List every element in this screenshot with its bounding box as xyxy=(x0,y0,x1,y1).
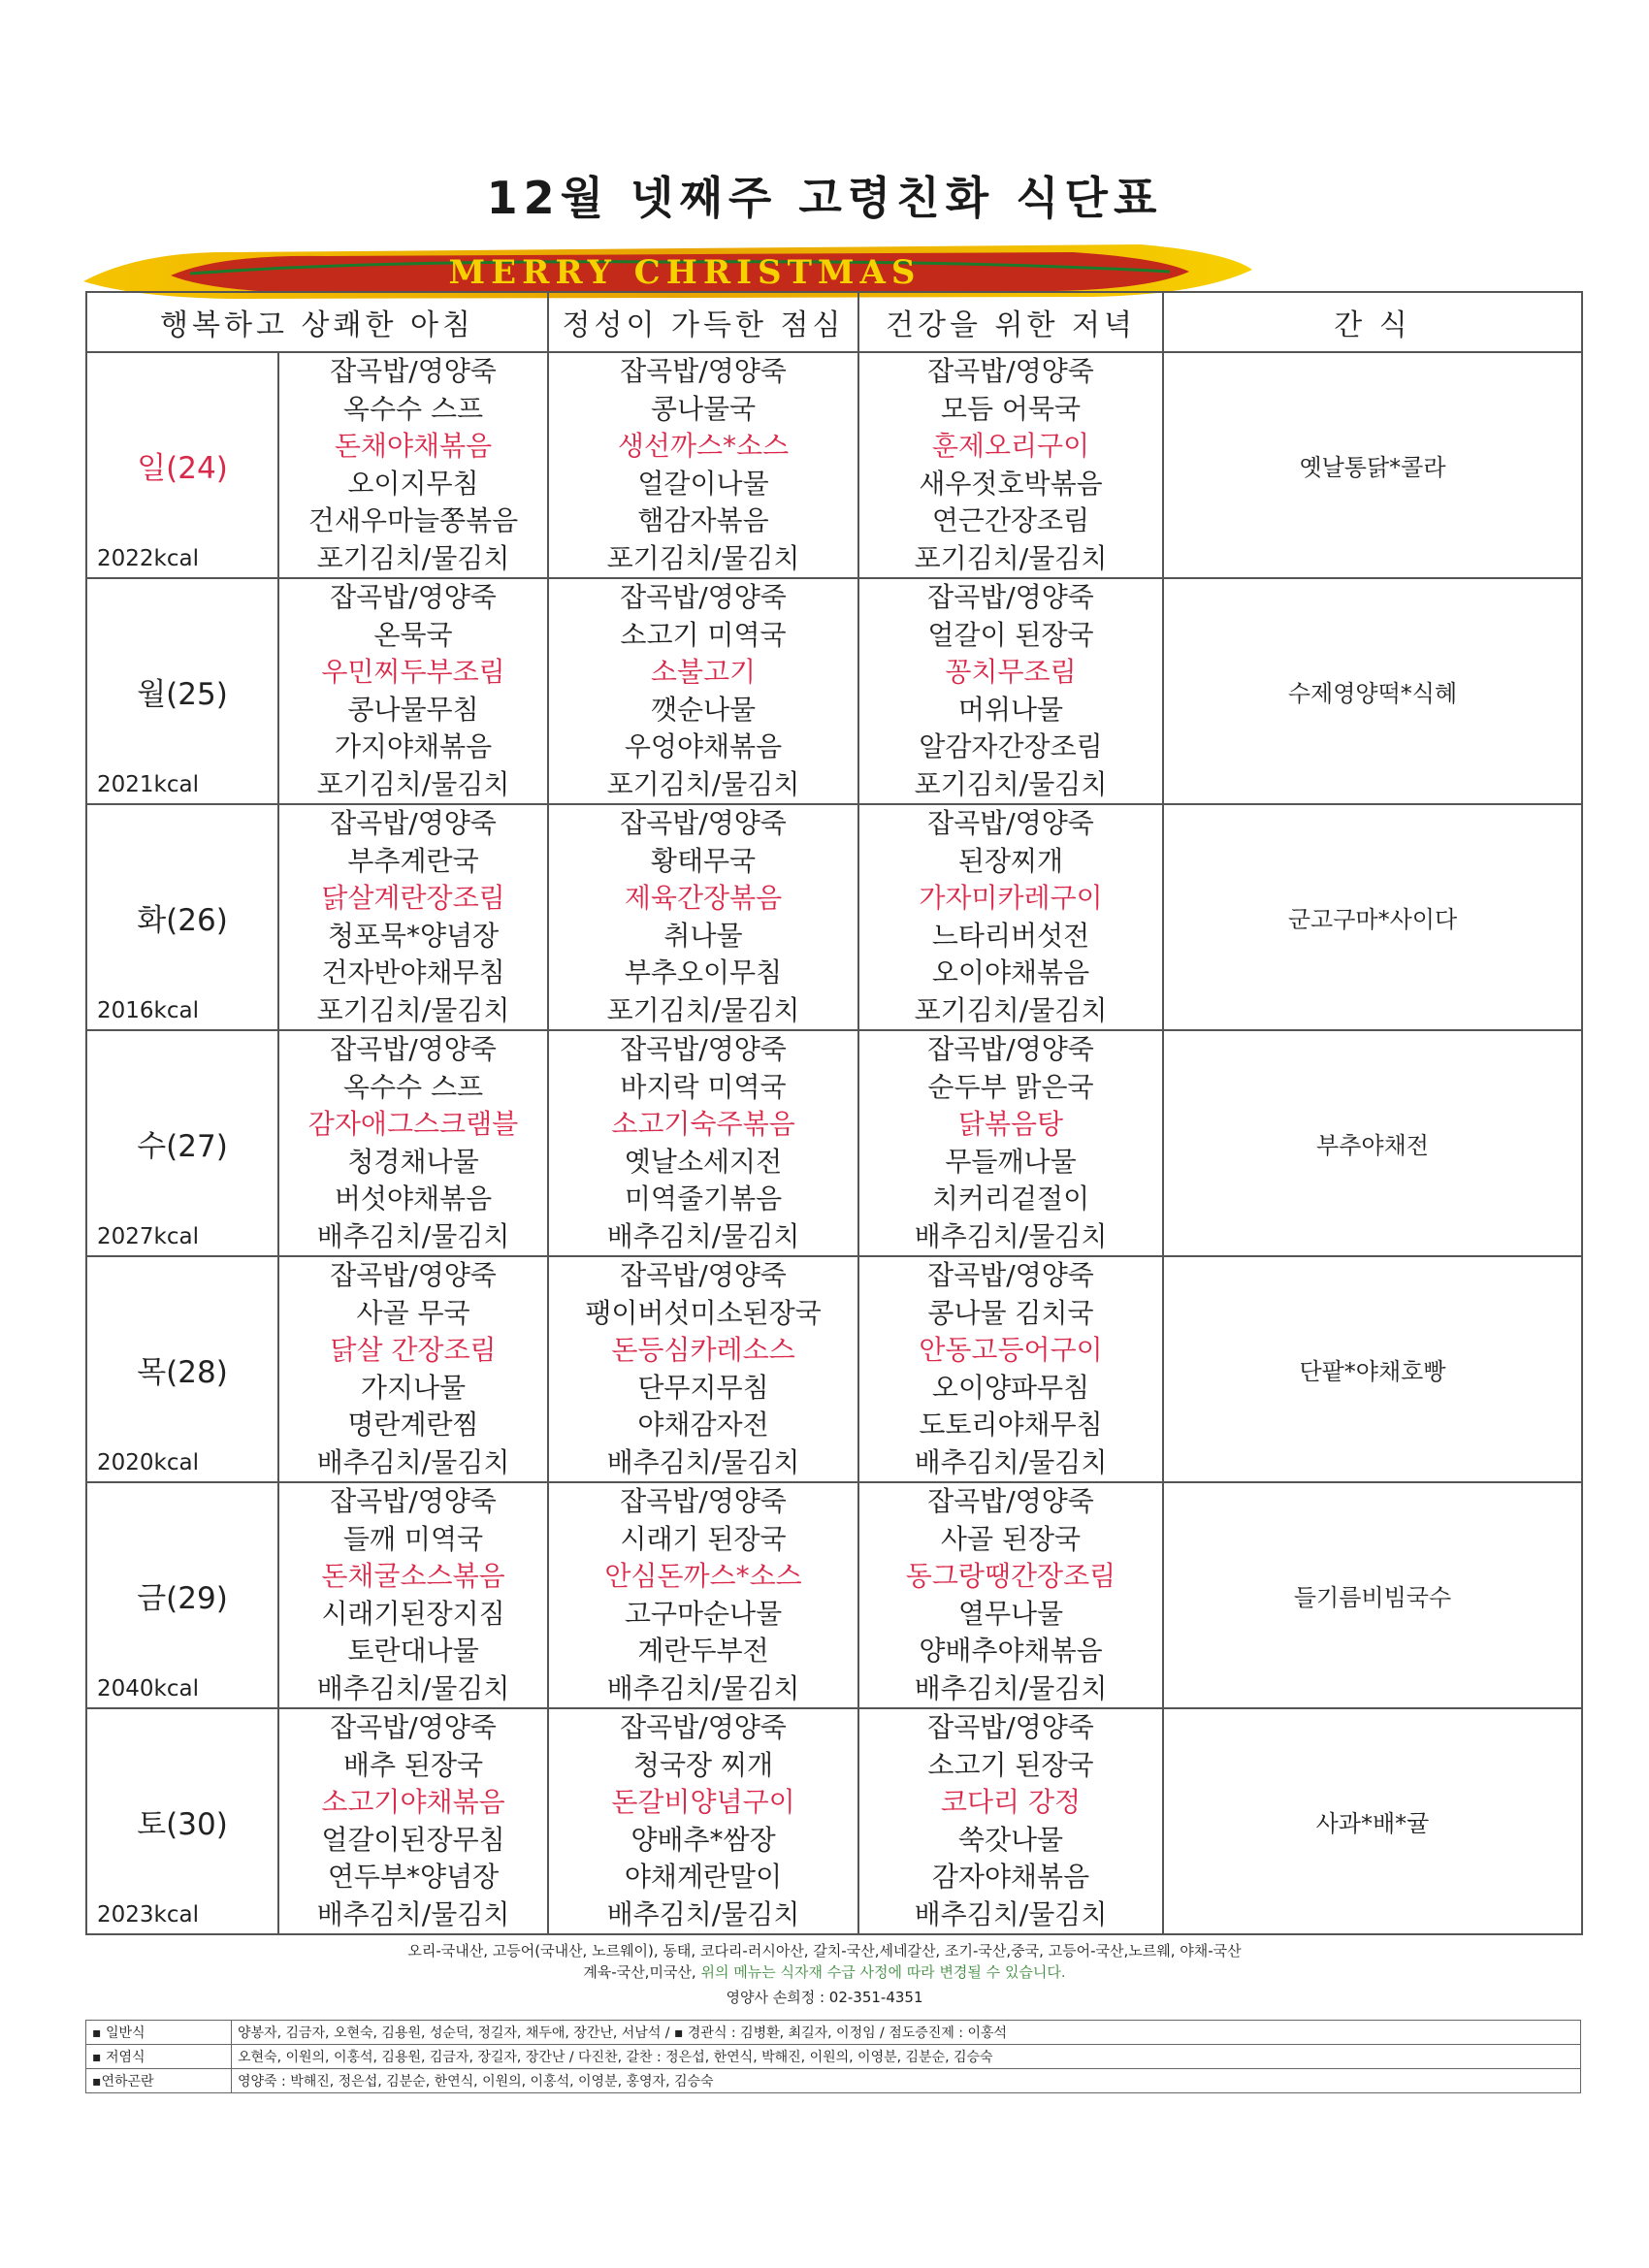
dinner-item: 닭볶음탕 xyxy=(957,1108,1064,1140)
dinner-cell xyxy=(858,1030,1163,1256)
dinner-item: 알감자간장조림 xyxy=(919,730,1103,762)
breakfast-item: 얼갈이된장무침 xyxy=(321,1823,505,1856)
dinner-item: 훈제오리구이 xyxy=(931,430,1090,462)
lunch-item: 황태무국 xyxy=(650,844,757,877)
dinner-cell xyxy=(858,804,1163,1030)
dinner-item: 잡곡밥/영양죽 xyxy=(927,1259,1094,1291)
dinner-item: 콩나물 김치국 xyxy=(927,1296,1094,1329)
breakfast-item: 잡곡밥/영양죽 xyxy=(330,1485,497,1517)
breakfast-item: 시래기된장지짐 xyxy=(321,1597,505,1630)
breakfast-item: 잡곡밥/영양죽 xyxy=(330,1711,497,1743)
lunch-item: 잡곡밥/영양죽 xyxy=(620,581,787,613)
breakfast-item: 오이지무침 xyxy=(347,467,479,500)
breakfast-item: 잡곡밥/영양죽 xyxy=(330,807,497,839)
lunch-item: 청국장 찌개 xyxy=(632,1748,774,1781)
lunch-item: 옛날소세지전 xyxy=(624,1145,783,1178)
lunch-cell xyxy=(548,1256,858,1482)
dinner-item: 잡곡밥/영양죽 xyxy=(927,1485,1094,1517)
breakfast-cell xyxy=(278,1256,548,1482)
lunch-item: 돈갈비양념구이 xyxy=(611,1786,795,1818)
breakfast-item: 사골 무국 xyxy=(356,1296,470,1329)
dinner-item: 얼갈이 된장국 xyxy=(927,618,1094,651)
day-row xyxy=(86,1708,1582,1934)
snack-cell: 옛날통닭*콜라 xyxy=(1163,352,1582,578)
header-dinner: 건강을 위한 저녁 xyxy=(858,292,1163,352)
dinner-cell xyxy=(858,1482,1163,1708)
header-lunch: 정성이 가득한 점심 xyxy=(548,292,858,352)
dinner-item: 잡곡밥/영양죽 xyxy=(927,1033,1094,1065)
breakfast-item: 돈채굴소스볶음 xyxy=(321,1560,505,1592)
page-title: 12월 넷째주 고령친화 식단표 xyxy=(486,172,1163,224)
dinner-item: 된장찌개 xyxy=(957,844,1064,877)
kcal-label: 2022kcal xyxy=(97,546,199,571)
dinner-item: 잡곡밥/영양죽 xyxy=(927,1711,1094,1743)
dinner-item: 오이야채볶음 xyxy=(931,956,1090,988)
lunch-item: 소고기 미역국 xyxy=(620,618,787,651)
day-cell xyxy=(86,804,278,1030)
origin-line-2 xyxy=(0,1961,1649,1982)
dinner-item: 연근간장조림 xyxy=(931,504,1090,536)
snack-cell: 수제영양떡*식혜 xyxy=(1163,578,1582,804)
lunch-cell xyxy=(548,352,858,578)
header-breakfast: 행복하고 상쾌한 아침 xyxy=(86,292,548,352)
snack-cell: 사과*배*귤 xyxy=(1163,1708,1582,1934)
snack-cell: 단팥*야채호빵 xyxy=(1163,1256,1582,1482)
dinner-item: 도토리야채무침 xyxy=(919,1409,1103,1441)
lunch-item: 단무지무침 xyxy=(637,1371,769,1404)
breakfast-item: 건자반야채무침 xyxy=(321,956,505,988)
day-label: 금(29) xyxy=(137,1581,228,1616)
header-snack: 간 식 xyxy=(1163,292,1582,352)
dinner-cell xyxy=(858,578,1163,804)
day-label: 일(24) xyxy=(137,451,228,486)
day-cell xyxy=(86,352,278,578)
lunch-cell xyxy=(548,1708,858,1934)
dinner-item: 동그랑땡간장조림 xyxy=(905,1560,1116,1592)
dinner-item: 치커리겉절이 xyxy=(931,1183,1090,1215)
lunch-item: 포기김치/물김치 xyxy=(606,541,800,574)
dinner-item: 가자미카레구이 xyxy=(919,882,1103,914)
origin-line-2-prefix: 계육-국산,미국산, xyxy=(583,1963,696,1981)
breakfast-cell xyxy=(278,578,548,804)
breakfast-item: 콩나물무침 xyxy=(347,693,479,726)
diet-members: 오현숙, 이원의, 이홍석, 김용원, 김금자, 장길자, 장간난 / 다진찬, 갈찬 : 정은섭, 한연식, 박해진, 이원의, 이영분, 김분순, 김승숙 xyxy=(232,2045,1581,2069)
lunch-item: 배추김치/물김치 xyxy=(606,1671,800,1704)
day-label: 목(28) xyxy=(137,1355,228,1390)
dinner-item: 쑥갓나물 xyxy=(957,1823,1064,1856)
diet-label: ▪연하곤란 xyxy=(86,2069,232,2093)
day-row xyxy=(86,1030,1582,1256)
day-cell xyxy=(86,578,278,804)
lunch-cell xyxy=(548,1030,858,1256)
dinner-cell xyxy=(858,352,1163,578)
kcal-label: 2023kcal xyxy=(97,1902,199,1928)
lunch-item: 잡곡밥/영양죽 xyxy=(620,355,787,387)
day-label: 화(26) xyxy=(137,903,228,938)
breakfast-item: 포기김치/물김치 xyxy=(316,767,510,800)
lunch-item: 양배추*쌈장 xyxy=(630,1823,776,1856)
breakfast-item: 감자애그스크램블 xyxy=(307,1108,519,1140)
day-label: 수(27) xyxy=(137,1129,228,1164)
breakfast-item: 가지야채볶음 xyxy=(334,730,493,762)
dinner-item: 잡곡밥/영양죽 xyxy=(927,355,1094,387)
dinner-item: 무들깨나물 xyxy=(945,1145,1077,1178)
diet-row-low-salt xyxy=(86,2045,1581,2069)
breakfast-item: 소고기야채볶음 xyxy=(321,1786,505,1818)
lunch-item: 부추오이무침 xyxy=(624,956,783,988)
dinner-item: 잡곡밥/영양죽 xyxy=(927,581,1094,613)
breakfast-cell xyxy=(278,804,548,1030)
dinner-item: 안동고등어구이 xyxy=(919,1334,1103,1366)
dinner-item: 잡곡밥/영양죽 xyxy=(927,807,1094,839)
snack-cell: 부추야채전 xyxy=(1163,1030,1582,1256)
lunch-item: 배추김치/물김치 xyxy=(606,1897,800,1930)
breakfast-item: 부추계란국 xyxy=(347,844,479,877)
dinner-item: 코다리 강정 xyxy=(940,1786,1082,1818)
breakfast-cell xyxy=(278,352,548,578)
dinner-item: 감자야채볶음 xyxy=(931,1861,1090,1893)
day-cell xyxy=(86,1482,278,1708)
breakfast-item: 건새우마늘쫑볶음 xyxy=(307,504,519,536)
lunch-item: 햄감자볶음 xyxy=(637,504,769,536)
lunch-item: 바지락 미역국 xyxy=(620,1070,787,1103)
lunch-item: 잡곡밥/영양죽 xyxy=(620,807,787,839)
breakfast-item: 들깨 미역국 xyxy=(342,1522,484,1555)
lunch-item: 잡곡밥/영양죽 xyxy=(620,1711,787,1743)
lunch-item: 잡곡밥/영양죽 xyxy=(620,1033,787,1065)
breakfast-item: 닭살 간장조림 xyxy=(330,1334,497,1366)
day-row xyxy=(86,352,1582,578)
dinner-item: 순두부 맑은국 xyxy=(927,1070,1094,1103)
breakfast-cell xyxy=(278,1482,548,1708)
origin-line-1: 오리-국내산, 고등어(국내산, 노르웨이), 동태, 코다리-러시아산, 갈치-국산,세네갈산, 조기-국산,중국, 고등어-국산,노르웨, 야채-국산 xyxy=(407,1942,1242,1960)
dinner-item: 배추김치/물김치 xyxy=(914,1445,1108,1478)
dinner-item: 느타리버섯전 xyxy=(931,919,1090,952)
dinner-item: 사골 된장국 xyxy=(940,1522,1082,1555)
diet-members: 양봉자, 김금자, 오현숙, 김용원, 성순덕, 정길자, 채두애, 장간난, 서남석 / ▪ 경관식 : 김병환, 최길자, 이정임 / 점도증진제 : 이홍석 xyxy=(232,2021,1581,2045)
lunch-item: 시래기 된장국 xyxy=(620,1522,787,1555)
dinner-item: 꽁치무조림 xyxy=(945,656,1077,688)
breakfast-item: 온묵국 xyxy=(373,618,453,651)
diet-label: ▪ 일반식 xyxy=(86,2021,232,2045)
change-notice: 위의 메뉴는 식자재 수급 사정에 따라 변경될 수 있습니다. xyxy=(700,1963,1066,1981)
lunch-item: 돈등심카레소스 xyxy=(611,1334,795,1366)
lunch-item: 포기김치/물김치 xyxy=(606,767,800,800)
lunch-item: 팽이버섯미소된장국 xyxy=(585,1296,822,1329)
dinner-cell xyxy=(858,1256,1163,1482)
lunch-item: 고구마순나물 xyxy=(624,1597,783,1630)
lunch-item: 잡곡밥/영양죽 xyxy=(620,1485,787,1517)
breakfast-item: 배추김치/물김치 xyxy=(316,1897,510,1930)
day-cell xyxy=(86,1030,278,1256)
diet-row-general xyxy=(86,2021,1581,2045)
breakfast-item: 잡곡밥/영양죽 xyxy=(330,1259,497,1291)
dinner-item: 배추김치/물김치 xyxy=(914,1671,1108,1704)
lunch-item: 생선까스*소스 xyxy=(617,430,790,462)
lunch-item: 소고기숙주볶음 xyxy=(611,1108,795,1140)
breakfast-item: 배추김치/물김치 xyxy=(316,1219,510,1252)
snack-cell: 군고구마*사이다 xyxy=(1163,804,1582,1030)
breakfast-item: 가지나물 xyxy=(360,1371,467,1404)
menu-table xyxy=(85,291,1583,1935)
dinner-item: 머위나물 xyxy=(957,693,1064,726)
breakfast-item: 청포묵*양념장 xyxy=(327,919,500,952)
breakfast-item: 돈채야채볶음 xyxy=(334,430,493,462)
dinner-item: 양배추야채볶음 xyxy=(919,1635,1103,1667)
breakfast-item: 배추김치/물김치 xyxy=(316,1445,510,1478)
breakfast-item: 토란대나물 xyxy=(347,1635,479,1667)
diet-label: ▪ 저염식 xyxy=(86,2045,232,2069)
day-row xyxy=(86,804,1582,1030)
breakfast-item: 명란계란찜 xyxy=(347,1409,479,1441)
breakfast-item: 버섯야채볶음 xyxy=(334,1183,493,1215)
breakfast-item: 포기김치/물김치 xyxy=(316,541,510,574)
header-row xyxy=(86,292,1582,352)
lunch-item: 깻순나물 xyxy=(650,693,757,726)
breakfast-item: 잡곡밥/영양죽 xyxy=(330,581,497,613)
dinner-item: 배추김치/물김치 xyxy=(914,1219,1108,1252)
diet-row-dysphagia xyxy=(86,2069,1581,2093)
breakfast-cell xyxy=(278,1030,548,1256)
lunch-item: 콩나물국 xyxy=(650,392,757,425)
breakfast-item: 청경채나물 xyxy=(347,1145,479,1178)
dinner-item: 소고기 된장국 xyxy=(927,1748,1094,1781)
diet-type-table xyxy=(85,2020,1581,2093)
dinner-item: 포기김치/물김치 xyxy=(914,993,1108,1026)
lunch-cell xyxy=(548,1482,858,1708)
breakfast-item: 배추김치/물김치 xyxy=(316,1671,510,1704)
breakfast-item: 우민찌두부조림 xyxy=(321,656,505,688)
diet-members: 영양죽 : 박해진, 정은섭, 김분순, 한연식, 이원의, 이홍석, 이영분, 홍영자, 김승숙 xyxy=(232,2069,1581,2093)
day-cell xyxy=(86,1256,278,1482)
kcal-label: 2027kcal xyxy=(97,1224,199,1249)
lunch-item: 취나물 xyxy=(663,919,743,952)
snack-cell: 들기름비빔국수 xyxy=(1163,1482,1582,1708)
dinner-item: 오이양파무침 xyxy=(931,1371,1090,1404)
lunch-item: 소불고기 xyxy=(650,656,757,688)
dinner-cell xyxy=(858,1708,1163,1934)
day-row xyxy=(86,1256,1582,1482)
breakfast-cell xyxy=(278,1708,548,1934)
day-label: 월(25) xyxy=(137,677,228,712)
lunch-item: 배추김치/물김치 xyxy=(606,1219,800,1252)
dinner-item: 배추김치/물김치 xyxy=(914,1897,1108,1930)
lunch-item: 야채감자전 xyxy=(637,1409,769,1441)
day-row xyxy=(86,578,1582,804)
kcal-label: 2021kcal xyxy=(97,772,199,797)
lunch-item: 얼갈이나물 xyxy=(637,467,769,500)
lunch-item: 야채계란말이 xyxy=(624,1861,783,1893)
breakfast-item: 옥수수 스프 xyxy=(342,1070,484,1103)
kcal-label: 2020kcal xyxy=(97,1450,199,1475)
dinner-item: 열무나물 xyxy=(957,1597,1064,1630)
day-row xyxy=(86,1482,1582,1708)
dinner-item: 포기김치/물김치 xyxy=(914,541,1108,574)
lunch-item: 안심돈까스*소스 xyxy=(604,1560,802,1592)
lunch-item: 포기김치/물김치 xyxy=(606,993,800,1026)
lunch-item: 우엉야채볶음 xyxy=(624,730,783,762)
lunch-cell xyxy=(548,804,858,1030)
breakfast-item: 포기김치/물김치 xyxy=(316,993,510,1026)
dinner-item: 모듬 어묵국 xyxy=(940,392,1082,425)
lunch-item: 배추김치/물김치 xyxy=(606,1445,800,1478)
dinner-item: 포기김치/물김치 xyxy=(914,767,1108,800)
breakfast-item: 잡곡밥/영양죽 xyxy=(330,1033,497,1065)
breakfast-item: 닭살계란장조림 xyxy=(321,882,505,914)
kcal-label: 2016kcal xyxy=(97,998,199,1023)
breakfast-item: 잡곡밥/영양죽 xyxy=(330,355,497,387)
lunch-cell xyxy=(548,578,858,804)
lunch-item: 미역줄기볶음 xyxy=(624,1183,783,1215)
day-cell xyxy=(86,1708,278,1934)
breakfast-item: 배추 된장국 xyxy=(342,1748,484,1781)
lunch-item: 제육간장볶음 xyxy=(624,882,783,914)
dinner-item: 새우젓호박볶음 xyxy=(919,467,1103,500)
breakfast-item: 연두부*양념장 xyxy=(327,1861,500,1893)
lunch-item: 잡곡밥/영양죽 xyxy=(620,1259,787,1291)
dietitian-contact: 영양사 손희정 : 02-351-4351 xyxy=(726,1989,923,2006)
kcal-label: 2040kcal xyxy=(97,1676,199,1701)
lunch-item: 계란두부전 xyxy=(637,1635,769,1667)
banner-text: MERRY CHRISTMAS xyxy=(448,253,922,292)
breakfast-item: 옥수수 스프 xyxy=(342,392,484,425)
day-label: 토(30) xyxy=(137,1807,228,1842)
